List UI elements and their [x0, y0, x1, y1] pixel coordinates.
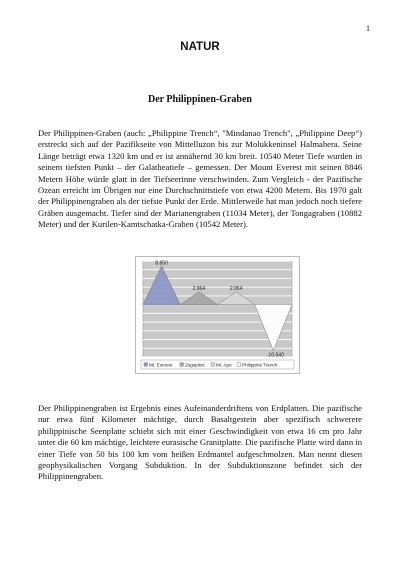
page-number: 1: [366, 24, 370, 33]
data-label-3: -10.540: [266, 352, 284, 359]
legend-entry-1: Zugspitze: [184, 362, 205, 368]
legend-entry-0: Mt. Everest: [149, 362, 173, 368]
article-paragraph-2: Der Philippinengraben ist Ergebnis eines Aufeinanderdriftens von Erdplatten. Die pazifische nur etwa fünf Kilometer mächtige, durch Basaltgestein aber spezifisch schwerere philippinische Seenplatte schiebt sich mit einer Geschwindigkeit von etwa 16 cm pro Jahr unter die 60 km mächtige, leichtere eurasische Granitplatte. Die pazifische Platte wird dann in einer Tiefe von 50 bis 100 km vom heißen Erdmantel aufgeschmolzen. Man nennt diesen geophysikalischen Vorgang Subduktion. In der Subduktionszone befindet sich der Philippinengraben.: [38, 403, 362, 482]
legend-entry-3: Philippine Trench: [242, 362, 278, 368]
article-paragraph-1: Der Philippinen-Graben (auch: „Philippine Trench“, "Mindanao Trench", „Philippine Deep“) erstreckt sich auf der Pazifikseite von Mittelluzon bis zur Molukkeninsel Halmahera. Seine Länge beträgt etwa 1320 km und er ist annähernd 30 km breit. 10540 Meter Tiefe wurden in seinem tiefsten Punkt – der Galatheatiefe – gemessen. Der Mount Everest mit seinen 8846 Metern Höhe würde glatt in der Tiefseerinne verschwinden. Zum Vergleich - der Pazifische Ozean erreicht im Übrigen nur eine Durchschnittstiefe von etwa 4200 Metern. Bis 1970 galt der Philippinengraben als der tiefste Punkt der Erde. Mittlerweile hat man jedoch noch tiefere Gräben ausgemacht. Tiefer sind der Marianengraben (11034 Meter), der Tongagraben (10882 Meter) und der Kurilen-Kamtschatka-Graben (10542 Meter).: [38, 128, 362, 230]
data-label-2: 2.954: [229, 286, 243, 293]
data-label-1: 2.964: [192, 286, 206, 293]
legend-swatch-1: [180, 363, 184, 367]
chart-svg: [135, 256, 300, 374]
article-title: Der Philippinen-Graben: [148, 94, 252, 105]
data-label-0: 8.850: [155, 260, 168, 267]
legend-entry-2: Mt. Apo: [216, 362, 232, 368]
legend-swatch-3: [237, 363, 241, 367]
depth-comparison-chart: [135, 256, 300, 374]
section-heading: NATUR: [180, 41, 220, 53]
legend-swatch-2: [211, 363, 215, 367]
legend-swatch-0: [144, 363, 148, 367]
